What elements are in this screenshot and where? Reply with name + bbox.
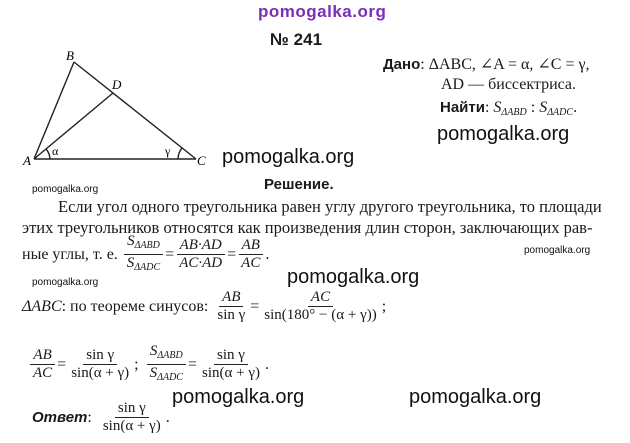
paragraph-line3: [22, 233, 269, 276]
res-frac2-num: sin γ: [83, 347, 117, 365]
watermark-3: pomogalka.org: [287, 266, 420, 288]
sine-fraction-1: [214, 289, 248, 324]
eq-3: =: [250, 297, 260, 315]
paragraph-line2: этих треугольников относятся как произведения длин сторон, заключающих рав-: [22, 218, 593, 237]
result-line: [28, 343, 269, 386]
res-frac1-num: AB: [30, 347, 54, 365]
res-frac2-den: sin(α + γ): [71, 365, 130, 381]
result-fraction-3: [147, 343, 186, 386]
answer-frac-num: sin γ: [115, 400, 149, 418]
paragraph-line3-prefix: ные углы, т. е.: [22, 245, 118, 263]
eq-1: =: [165, 245, 175, 263]
sine-theorem-line: [22, 289, 386, 324]
answer-label: Ответ: [32, 409, 88, 426]
watermark-small-2: pomogalka.org: [524, 245, 591, 256]
given-line1: [383, 54, 590, 74]
frac1-den-s: S: [126, 255, 135, 271]
ratio-fraction-s: [124, 233, 163, 276]
result-fraction-4: [199, 347, 263, 382]
res-frac3-num-s: S: [149, 343, 158, 359]
find-sub-abd: ΔABD: [501, 107, 527, 118]
triangle-figure: [10, 45, 230, 175]
frac1-num-sub: ΔABD: [134, 240, 160, 251]
sine-frac2-den: sin(180° − (α + γ)): [264, 307, 377, 323]
watermark-4: pomogalka.org: [172, 386, 305, 408]
angle-gamma-label: γ: [165, 144, 171, 158]
problem-number: № 241: [270, 30, 323, 49]
vertex-b-label: B: [66, 48, 74, 63]
eq-5: =: [187, 355, 198, 373]
eq-4: =: [57, 355, 67, 373]
given-line2: AD — биссектриса.: [441, 76, 577, 93]
res-frac4-den: sin(α + γ): [202, 365, 260, 381]
sine-fraction-2: [261, 289, 379, 324]
find-sub-adc: ΔADC: [547, 107, 574, 118]
frac3-num: AB: [239, 237, 263, 255]
dot-1: .: [265, 245, 270, 263]
watermark-2: pomogalka.org: [222, 146, 355, 168]
eq-2: =: [227, 245, 237, 263]
angle-c-arc: [178, 148, 182, 159]
find-s-abd: S: [493, 99, 502, 116]
paragraph-line1: Если угол одного треугольника равен углу другого треугольника, то площади: [58, 197, 602, 216]
given-text1: : ΔABC, ∠A = α, ∠C = γ,: [420, 56, 590, 73]
watermark-5: pomogalka.org: [409, 386, 542, 408]
sine-line-text: : по теореме синусов:: [61, 297, 209, 315]
frac1-num-s: S: [127, 233, 135, 249]
watermark-small-3: pomogalka.org: [32, 277, 99, 288]
frac3-den: AC: [241, 255, 261, 271]
solution-title: Решение.: [264, 176, 334, 193]
bisector-ad: [34, 93, 113, 159]
dot-3: .: [165, 408, 170, 426]
frac2-den: AC·AD: [179, 255, 223, 271]
point-d-label: D: [112, 77, 122, 92]
watermark-1: pomogalka.org: [437, 123, 570, 145]
answer-frac-den: sin(α + γ): [102, 418, 161, 434]
res-frac3-num-sub: ΔABD: [157, 350, 183, 361]
find-colon: :: [484, 99, 490, 116]
angle-alpha-label: α: [52, 144, 59, 158]
result-fraction-2: [68, 347, 132, 382]
vertex-a-label: A: [23, 153, 31, 168]
dot-2: .: [264, 355, 269, 373]
find-sep: :: [526, 99, 540, 116]
answer-fraction: [100, 400, 164, 435]
res-frac1-den: AC: [33, 365, 53, 381]
answer-line: [32, 400, 170, 435]
res-frac4-num: sin γ: [214, 347, 248, 365]
find-end: .: [573, 99, 578, 116]
sine-frac2-num: AC: [308, 289, 333, 307]
find-line: [440, 99, 577, 118]
sine-frac1-den: sin γ: [217, 307, 246, 323]
semicolon-2: ;: [134, 355, 139, 373]
res-frac3-den-sub: ΔADC: [157, 372, 183, 383]
answer-colon: :: [87, 408, 92, 426]
watermark-small-1: pomogalka.org: [32, 184, 99, 195]
angle-a-arc: [46, 149, 50, 159]
ratio-fraction-products: [176, 237, 225, 272]
ratio-fraction-sides: [238, 237, 263, 272]
res-frac3-den-s: S: [149, 365, 158, 381]
watermark-top: pomogalka.org: [258, 2, 387, 21]
semicolon: ;: [381, 297, 387, 315]
find-s-adc: S: [539, 99, 548, 116]
result-fraction-1: [30, 347, 55, 382]
find-label: Найти: [440, 99, 485, 116]
given-label: Дано: [383, 56, 421, 73]
sine-frac1-num: AB: [219, 289, 243, 307]
sine-line-prefix: ΔABC: [22, 297, 62, 315]
frac2-num: AB·AD: [177, 237, 225, 255]
frac1-den-sub: ΔADC: [134, 262, 161, 273]
vertex-c-label: C: [197, 153, 206, 168]
